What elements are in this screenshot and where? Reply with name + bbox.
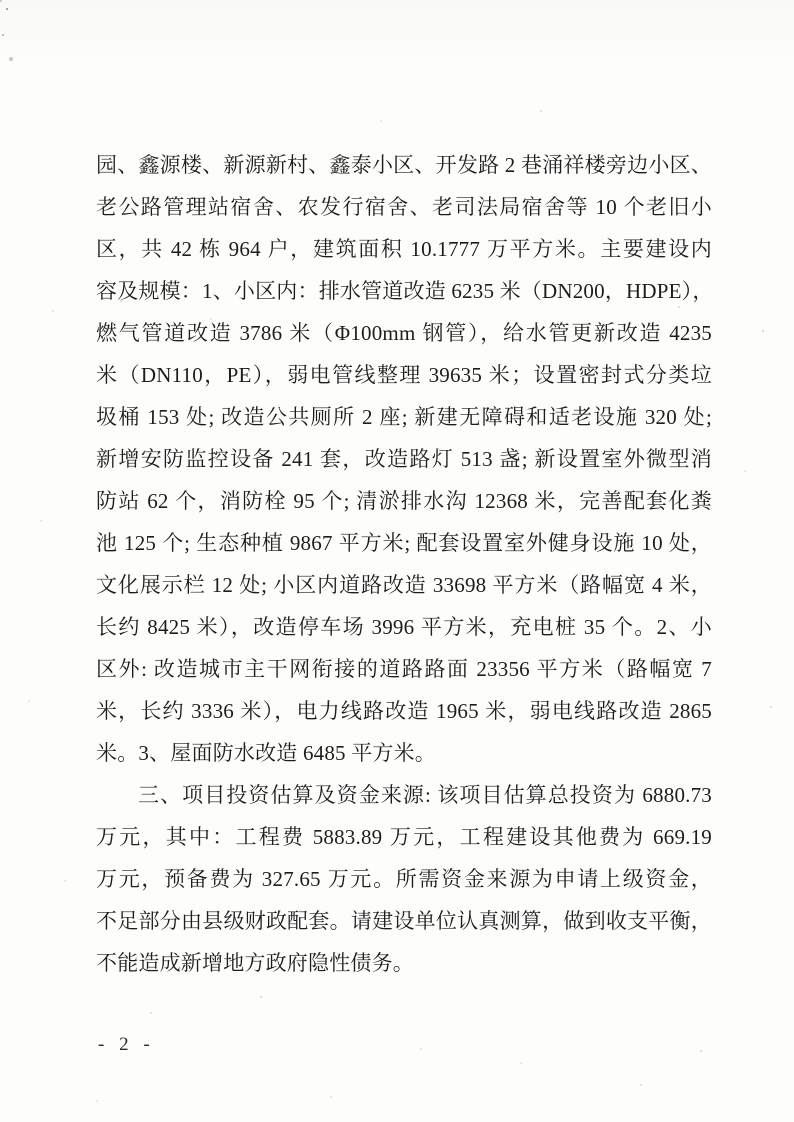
text-line-9: 防站 62 个，消防栓 95 个; 清淤排水沟 12368 米，完善配套化粪 (96, 489, 712, 513)
text-line-1: 园、鑫源楼、新源新村、鑫泰小区、开发路 2 巷涌祥楼旁边小区、 (96, 153, 712, 177)
text-line-3: 区，共 42 栋 964 户，建筑面积 10.1777 万平方米。主要建设内 (96, 237, 712, 261)
text-line-12: 长约 8425 米），改造停车场 3996 平方米，充电桩 35 个。2、小 (96, 615, 712, 639)
text-line-2: 老公路管理站宿舍、农发行宿舍、老司法局宿舍等 10 个老旧小 (96, 195, 712, 219)
text-line-4: 容及规模：1、小区内：排水管道改造 6235 米（DN200，HDPE）， (96, 279, 714, 303)
page-number: - 2 - (98, 1034, 155, 1055)
text-line-19: 不足部分由县级财政配套。请建设单位认真测算，做到收支平衡， (96, 909, 712, 933)
document-body-text (96, 144, 712, 984)
text-line-17: 万元，其中：工程费 5883.89 万元，工程建设其他费为 669.19 (96, 825, 712, 849)
text-line-20: 不能造成新增地方政府隐性债务。 (96, 951, 414, 975)
text-line-16-section-heading: 三、项目投资估算及资金来源: 该项目估算总投资为 6880.73 (138, 783, 712, 807)
text-line-6: 米（DN110，PE），弱电管线整理 39635 米；设置密封式分类垃 (96, 363, 712, 387)
text-line-10: 池 125 个; 生态种植 9867 平方米; 配套设置室外健身设施 10 处， (96, 531, 712, 555)
text-line-14: 米，长约 3336 米），电力线路改造 1965 米，弱电线路改造 2865 (96, 699, 712, 723)
text-line-13: 区外: 改造城市主干网衔接的道路路面 23356 平方米（路幅宽 7 (96, 657, 712, 681)
text-line-8: 新增安防监控设备 241 套，改造路灯 513 盏; 新设置室外微型消 (96, 447, 712, 471)
text-line-15: 米。3、屋面防水改造 6485 平方米。 (96, 741, 436, 765)
text-line-5: 燃气管道改造 3786 米（Φ100mm 钢管），给水管更新改造 4235 (96, 321, 712, 345)
text-line-11: 文化展示栏 12 处; 小区内道路改造 33698 平方米（路幅宽 4 米， (96, 573, 712, 597)
text-line-18: 万元，预备费为 327.65 万元。所需资金来源为申请上级资金， (96, 867, 712, 891)
text-line-7: 圾桶 153 处; 改造公共厕所 2 座; 新建无障碍和适老设施 320 处; (96, 405, 712, 429)
scan-noise (0, 0, 2, 2)
